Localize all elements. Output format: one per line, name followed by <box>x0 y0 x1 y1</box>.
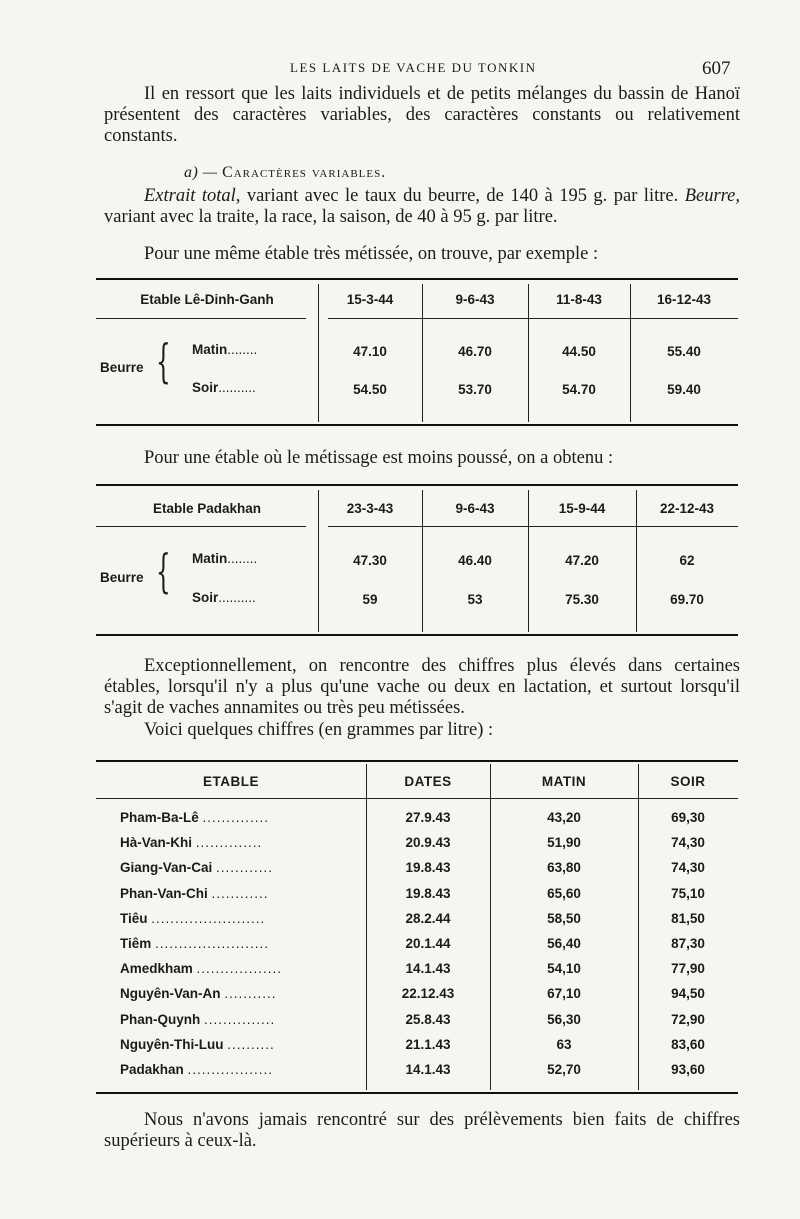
table-heading: Etable Lê-Dinh-Ganh <box>140 292 274 307</box>
value-cell: 59.40 <box>667 382 701 397</box>
matin-cell: 63,80 <box>547 860 581 876</box>
row-label <box>192 342 257 357</box>
table-row <box>96 882 738 907</box>
term-beurre: Beurre, <box>684 186 740 206</box>
table-rule <box>96 484 738 486</box>
value-cell: 47.30 <box>353 553 387 568</box>
final-paragraph: Nous n'avons jamais rencontré sur des prélèvements bien faits de chiffres supérieurs à ceux-là. <box>104 1110 740 1151</box>
table-rule <box>96 760 738 762</box>
date-header: 11-8-43 <box>556 292 602 307</box>
soir-cell: 83,60 <box>671 1036 705 1052</box>
date-cell: 27.9.43 <box>405 810 451 825</box>
row-dots: ........ <box>227 551 258 566</box>
matin-cell: 43,20 <box>547 810 581 825</box>
running-title: LES LAITS DE VACHE DU TONKIN <box>290 60 537 75</box>
table-padakhan <box>96 484 738 638</box>
table-rule <box>96 526 306 527</box>
row-label <box>192 380 256 395</box>
value-cell: 47.10 <box>353 344 387 359</box>
table-rule <box>96 798 738 799</box>
matin-cell: 56,30 <box>547 1011 581 1027</box>
etable-name: Phan-Quynh ............... <box>120 1011 276 1027</box>
value-cell: 69.70 <box>670 592 704 607</box>
etable-name: Pham-Ba-Lê .............. <box>120 810 270 825</box>
brace-symbol: { <box>156 544 171 598</box>
text-beurre: variant avec la traite, la race, la saison, de 40 à 95 g. par litre. <box>104 207 558 227</box>
date-cell: 14.1.43 <box>405 1062 451 1077</box>
row-dots: .......... <box>218 380 256 395</box>
exception-paragraph: Exceptionnellement, on rencontre des chiffres plus élevés dans certaines étables, lorsqu'il n'y a plus qu'une vache ou deux en lactation, et surtout lorsqu'il s'agit de vaches annamites ou très peu métissées. <box>104 656 740 718</box>
table-rule <box>328 526 738 527</box>
column-header-soir: SOIR <box>670 774 706 789</box>
row-label-text: Matin <box>192 551 228 566</box>
table-row <box>96 932 738 957</box>
etable-name: Amedkham .................. <box>120 961 283 977</box>
table-rule <box>96 634 738 636</box>
value-cell: 54.70 <box>562 382 596 397</box>
date-header: 16-12-43 <box>656 292 712 307</box>
exemple-paragraph: Pour une même étable très métissée, on trouve, par exemple : <box>144 244 599 264</box>
date-cell: 19.8.43 <box>405 885 451 901</box>
table-row <box>96 957 738 982</box>
table-rule <box>96 278 738 280</box>
soir-cell: 74,30 <box>671 860 705 876</box>
soir-cell: 69,30 <box>671 810 705 825</box>
table-row <box>96 982 738 1007</box>
row-label <box>192 551 257 566</box>
date-header: 23-3-43 <box>346 501 394 516</box>
table-row <box>96 907 738 932</box>
table-rule <box>328 318 738 319</box>
intro-paragraph: Il en ressort que les laits individuels et de petits mélanges du bassin de Hanoï présentent des caractères variables, des caractères constants ou relativement constants. <box>104 84 740 146</box>
column-header-dates: DATES <box>404 774 452 789</box>
matin-cell: 54,10 <box>547 961 581 977</box>
table-le-dinh-ganh <box>96 278 738 428</box>
date-cell: 19.8.43 <box>405 860 451 876</box>
section-title <box>184 164 386 182</box>
matin-cell: 52,70 <box>547 1062 581 1077</box>
column-header-matin: MATIN <box>541 774 587 789</box>
value-cell: 54.50 <box>353 382 387 397</box>
soir-cell: 94,50 <box>671 986 705 1002</box>
soir-cell: 74,30 <box>671 835 705 851</box>
etable-name: Tiêm ........................ <box>120 936 270 951</box>
etable-name: Tiêu ........................ <box>120 910 266 926</box>
etable-name: Giang-Van-Cai ............ <box>120 860 274 876</box>
soir-cell: 75,10 <box>671 885 705 901</box>
date-header: 15-9-44 <box>558 501 606 516</box>
page-number: 607 <box>702 58 731 79</box>
table-row <box>96 1058 738 1083</box>
date-cell: 14.1.43 <box>405 961 451 977</box>
date-cell: 25.8.43 <box>405 1011 451 1027</box>
value-cell: 59 <box>362 592 378 607</box>
soir-cell: 81,50 <box>671 910 705 926</box>
soir-cell: 87,30 <box>671 936 705 951</box>
brace-symbol: { <box>156 334 171 388</box>
etable-name: Nguyên-Thi-Luu .......... <box>120 1036 275 1052</box>
date-header: 9-6-43 <box>455 292 495 307</box>
value-cell: 44.50 <box>562 344 596 359</box>
section-label: a) — <box>184 164 223 181</box>
soir-cell: 93,60 <box>671 1062 705 1077</box>
etable-name: Nguyên-Van-An ........... <box>120 986 277 1002</box>
value-cell: 47.20 <box>565 553 599 568</box>
date-cell: 20.9.43 <box>405 835 451 851</box>
table-etables <box>96 760 738 1096</box>
value-cell: 53.70 <box>458 382 492 397</box>
row-label-text: Soir <box>192 590 219 605</box>
date-cell: 20.1.44 <box>405 936 451 951</box>
matin-cell: 56,40 <box>547 936 581 951</box>
matin-cell: 58,50 <box>547 910 581 926</box>
table-row <box>96 806 738 831</box>
text-extrait: variant avec le taux du beurre, de 140 à 195 g. par litre. <box>240 186 685 206</box>
etable-name: Padakhan .................. <box>120 1062 274 1077</box>
etable-name: Hà-Van-Khi .............. <box>120 835 263 851</box>
table-rule <box>96 424 738 426</box>
date-cell: 22.12.43 <box>401 986 455 1002</box>
extrait-paragraph <box>104 186 740 228</box>
value-cell: 62 <box>679 553 695 568</box>
matin-cell: 51,90 <box>547 835 581 851</box>
row-label <box>192 590 256 605</box>
row-dots: .......... <box>218 590 256 605</box>
value-cell: 53 <box>467 592 483 607</box>
date-header: 15-3-44 <box>346 292 394 307</box>
row-dots: ........ <box>227 342 258 357</box>
column-header-etable: ETABLE <box>203 774 259 789</box>
table-row <box>96 1008 738 1033</box>
table-rule <box>96 318 306 319</box>
table-rule <box>96 1092 738 1094</box>
term-extrait: Extrait total, <box>144 186 241 206</box>
voici-paragraph: Voici quelques chiffres (en grammes par litre) : <box>144 720 494 740</box>
group-label: Beurre <box>100 360 144 375</box>
date-header: 9-6-43 <box>455 501 495 516</box>
table-row <box>96 831 738 856</box>
value-cell: 55.40 <box>667 344 701 359</box>
row-label-text: Matin <box>192 342 228 357</box>
table-heading: Etable Padakhan <box>152 501 262 516</box>
value-cell: 46.40 <box>458 553 492 568</box>
matin-cell: 65,60 <box>547 885 581 901</box>
matin-cell: 67,10 <box>547 986 581 1002</box>
matin-cell: 63 <box>556 1036 572 1052</box>
soir-cell: 72,90 <box>671 1011 705 1027</box>
table-row <box>96 1033 738 1058</box>
soir-cell: 77,90 <box>671 961 705 977</box>
running-head <box>0 58 800 82</box>
padakhan-paragraph: Pour une étable où le métissage est moins poussé, on a obtenu : <box>144 448 614 468</box>
group-label: Beurre <box>100 570 144 585</box>
row-label-text: Soir <box>192 380 219 395</box>
date-cell: 21.1.43 <box>405 1036 451 1052</box>
date-header: 22-12-43 <box>659 501 715 516</box>
table-row <box>96 856 738 881</box>
value-cell: 46.70 <box>458 344 492 359</box>
value-cell: 75.30 <box>565 592 599 607</box>
section-heading: Caractères variables. <box>222 164 387 181</box>
date-cell: 28.2.44 <box>405 910 451 926</box>
etable-name: Phan-Van-Chi ............ <box>120 885 269 901</box>
